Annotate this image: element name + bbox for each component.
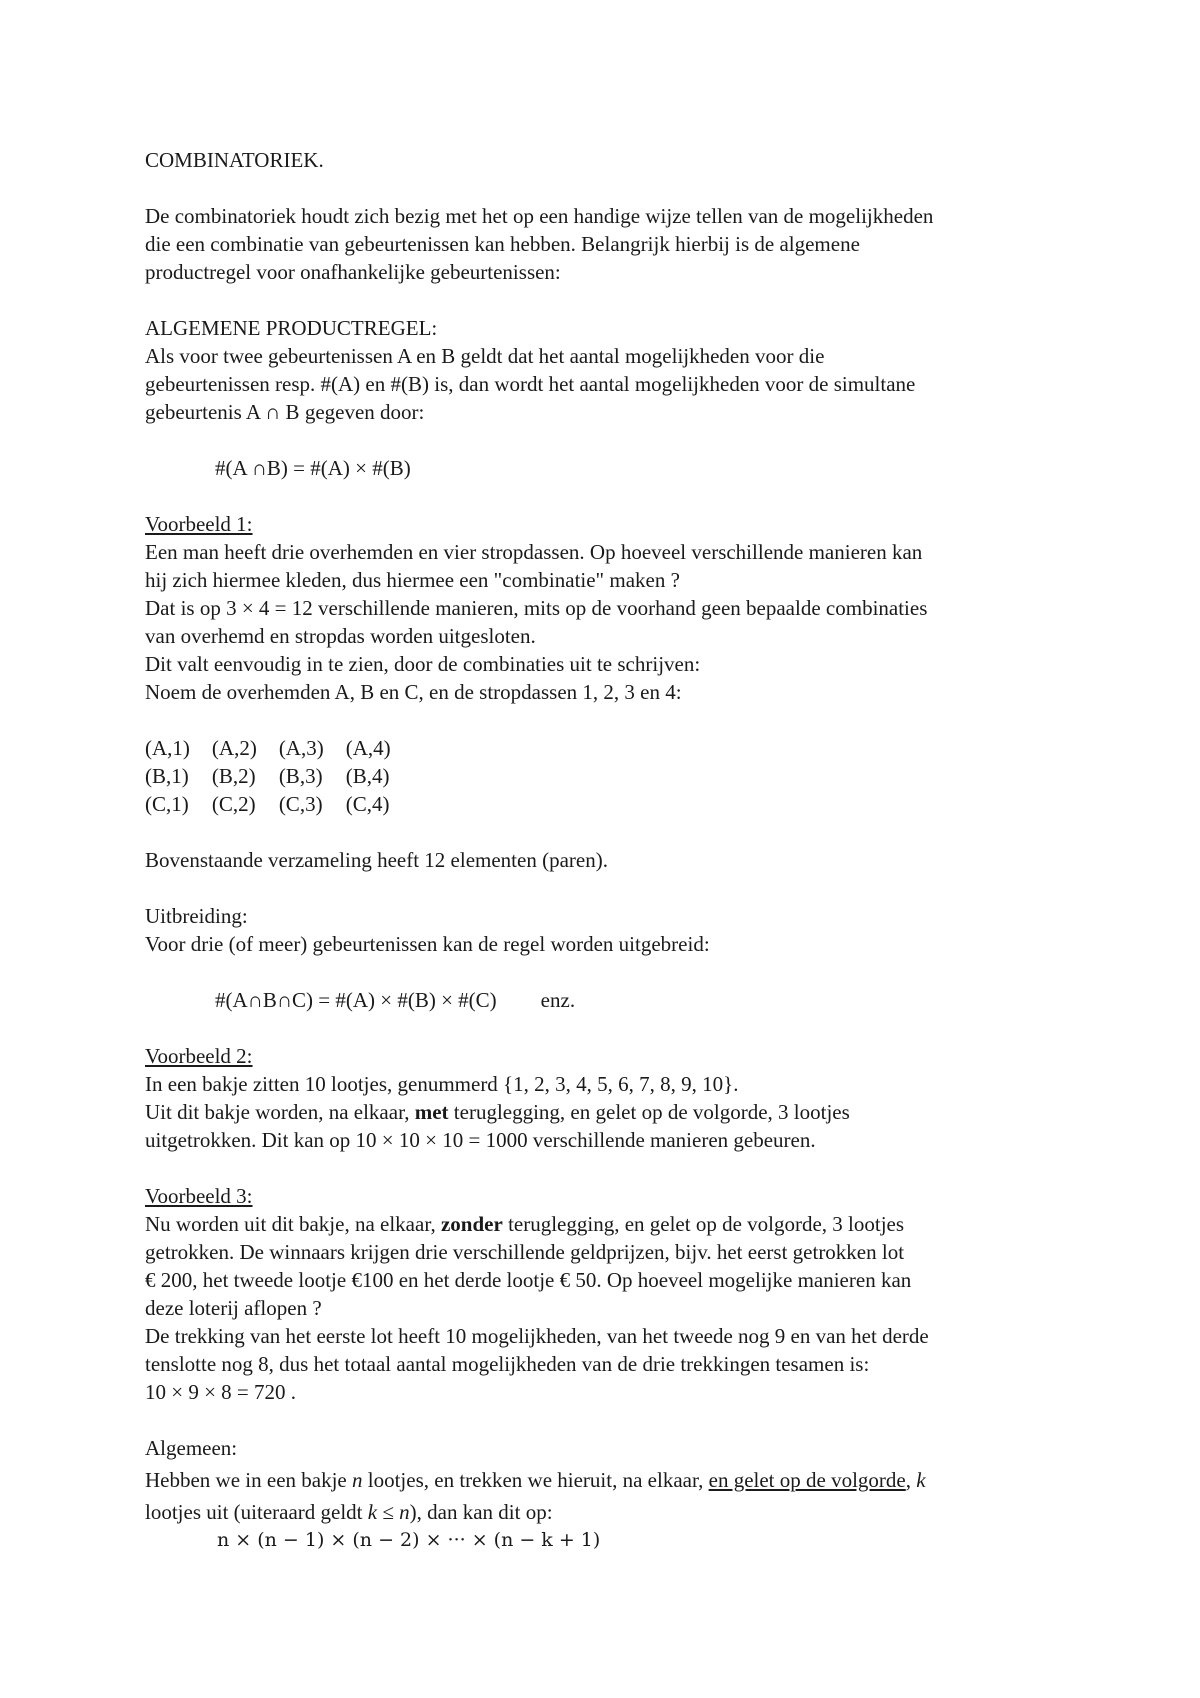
rule-heading: ALGEMENE PRODUCTREGEL: (145, 316, 438, 340)
rule-line-3: gebeurtenis A ∩ B gegeven door: (145, 400, 425, 424)
text-span: , (905, 1468, 917, 1492)
example-3-line-7: 10 × 9 × 8 = 720 . (145, 1380, 297, 1404)
example-1-line-2: hij zich hiermee kleden, dus hiermee een "combinatie" maken ? (145, 568, 680, 592)
example-1-line-4: van overhemd en stropdas worden uitgesloten. (145, 624, 536, 648)
text-span: Uit dit bakje worden, na elkaar, (145, 1100, 415, 1124)
example-1-heading: Voorbeeld 1: (145, 512, 253, 536)
general-line-2 (145, 1498, 1085, 1526)
text-span: teruglegging, en gelet op de volgorde, 3 lootjes (502, 1212, 905, 1236)
math-variable: n (352, 1468, 363, 1492)
text-span: lootjes uit (uiteraard geldt (145, 1500, 368, 1524)
general-heading: Algemeen: (145, 1436, 238, 1460)
rule-line-1: Als voor twee gebeurtenissen A en B geldt dat het aantal mogelijkheden voor die (145, 344, 825, 368)
example-3-line-6: tenslotte nog 8, dus het totaal aantal mogelijkheden van de drie trekkingen tesamen is: (145, 1352, 870, 1376)
example-1-line-5: Dit valt eenvoudig in te zien, door de combinaties uit te schrijven: (145, 652, 701, 676)
pair-cell: (B,2) (211, 764, 256, 788)
example-2-line-1: In een bakje zitten 10 lootjes, genummerd {1, 2, 3, 4, 5, 6, 7, 8, 9, 10}. (145, 1072, 739, 1096)
intro-line-3: productregel voor onafhankelijke gebeurtenissen: (145, 260, 561, 284)
general-formula: n × (n − 1) × (n − 2) × ··· × (n − k + 1) (217, 1529, 601, 1551)
example-1-line-1: Een man heeft drie overhemden en vier stropdassen. Op hoeveel verschillende manieren kan (145, 540, 923, 564)
intro-line-1: De combinatoriek houdt zich bezig met het op een handige wijze tellen van de mogelijkheden (145, 204, 934, 228)
pair-cell: (A,2) (211, 736, 257, 760)
example-3-line-4: deze loterij aflopen ? (145, 1296, 322, 1320)
pair-cell: (B,4) (345, 764, 390, 788)
general-line-1 (145, 1466, 1085, 1494)
example-2-line-3: uitgetrokken. Dit kan op 10 × 10 × 10 = 1000 verschillende manieren gebeuren. (145, 1128, 816, 1152)
pairs-row-a (145, 734, 413, 762)
pairs-row-b (145, 762, 413, 790)
extension-heading: Uitbreiding: (145, 904, 248, 928)
pair-cell: (A,1) (145, 736, 190, 760)
example-3-heading: Voorbeeld 3: (145, 1184, 253, 1208)
example-3-line-5: De trekking van het eerste lot heeft 10 mogelijkheden, van het tweede nog 9 en van het derde (145, 1324, 929, 1348)
text-span: teruglegging, en gelet op de volgorde, 3 lootjes (448, 1100, 850, 1124)
extended-formula-text: #(A∩B∩C) = #(A) × #(B) × #(C) (215, 988, 497, 1012)
text-span: Nu worden uit dit bakje, na elkaar, (145, 1212, 441, 1236)
extension-line: Voor drie (of meer) gebeurtenissen kan de regel worden uitgebreid: (145, 932, 710, 956)
emphasis-met: met (414, 1100, 449, 1124)
extended-formula-suffix: enz. (540, 988, 576, 1012)
intro-line-2: die een combinatie van gebeurtenissen kan hebben. Belangrijk hierbij is de algemene (145, 232, 860, 256)
extended-rule-formula (145, 986, 1085, 1014)
math-operator: ≤ (377, 1500, 400, 1524)
combination-pairs-table (145, 734, 413, 818)
example-3-line-3: € 200, het tweede lootje €100 en het derde lootje € 50. Op hoeveel mogelijke manieren kan (145, 1268, 912, 1292)
example-2-heading: Voorbeeld 2: (145, 1044, 253, 1068)
example-2-line-2 (145, 1098, 1085, 1126)
pair-cell: (B,1) (145, 764, 189, 788)
underlined-phrase: en gelet op de volgorde (708, 1468, 906, 1492)
pair-cell: (C,4) (345, 792, 390, 816)
rule-line-2: gebeurtenissen resp. #(A) en #(B) is, dan wordt het aantal mogelijkheden voor de simultane (145, 372, 916, 396)
product-rule-formula: #(A ∩B) = #(A) × #(B) (215, 456, 411, 480)
pairs-row-c (145, 790, 413, 818)
pair-cell: (B,3) (278, 764, 323, 788)
example-3-line-1 (145, 1210, 1085, 1238)
document-body (145, 146, 1085, 1554)
pair-cell: (C,2) (211, 792, 256, 816)
pair-cell: (C,3) (278, 792, 323, 816)
text-span: lootjes, en trekken we hieruit, na elkaar, (362, 1468, 709, 1492)
math-variable: n (399, 1500, 410, 1524)
page-title: COMBINATORIEK. (145, 148, 324, 172)
math-variable: k (916, 1468, 926, 1492)
example-1-line-3: Dat is op 3 × 4 = 12 verschillende manieren, mits op de voorhand geen bepaalde combinaties (145, 596, 928, 620)
pair-cell: (A,3) (278, 736, 324, 760)
emphasis-zonder: zonder (440, 1212, 503, 1236)
example-1-line-6: Noem de overhemden A, B en C, en de stropdassen 1, 2, 3 en 4: (145, 680, 682, 704)
example-1-conclusion: Bovenstaande verzameling heeft 12 elementen (paren). (145, 848, 608, 872)
text-span: Hebben we in een bakje (145, 1468, 352, 1492)
pair-cell: (A,4) (345, 736, 391, 760)
math-variable: k (367, 1500, 378, 1524)
text-span: ), dan kan dit op: (409, 1500, 553, 1524)
example-3-line-2: getrokken. De winnaars krijgen drie verschillende geldprijzen, bijv. het eerst getrokken lot (145, 1240, 905, 1264)
pair-cell: (C,1) (145, 792, 189, 816)
